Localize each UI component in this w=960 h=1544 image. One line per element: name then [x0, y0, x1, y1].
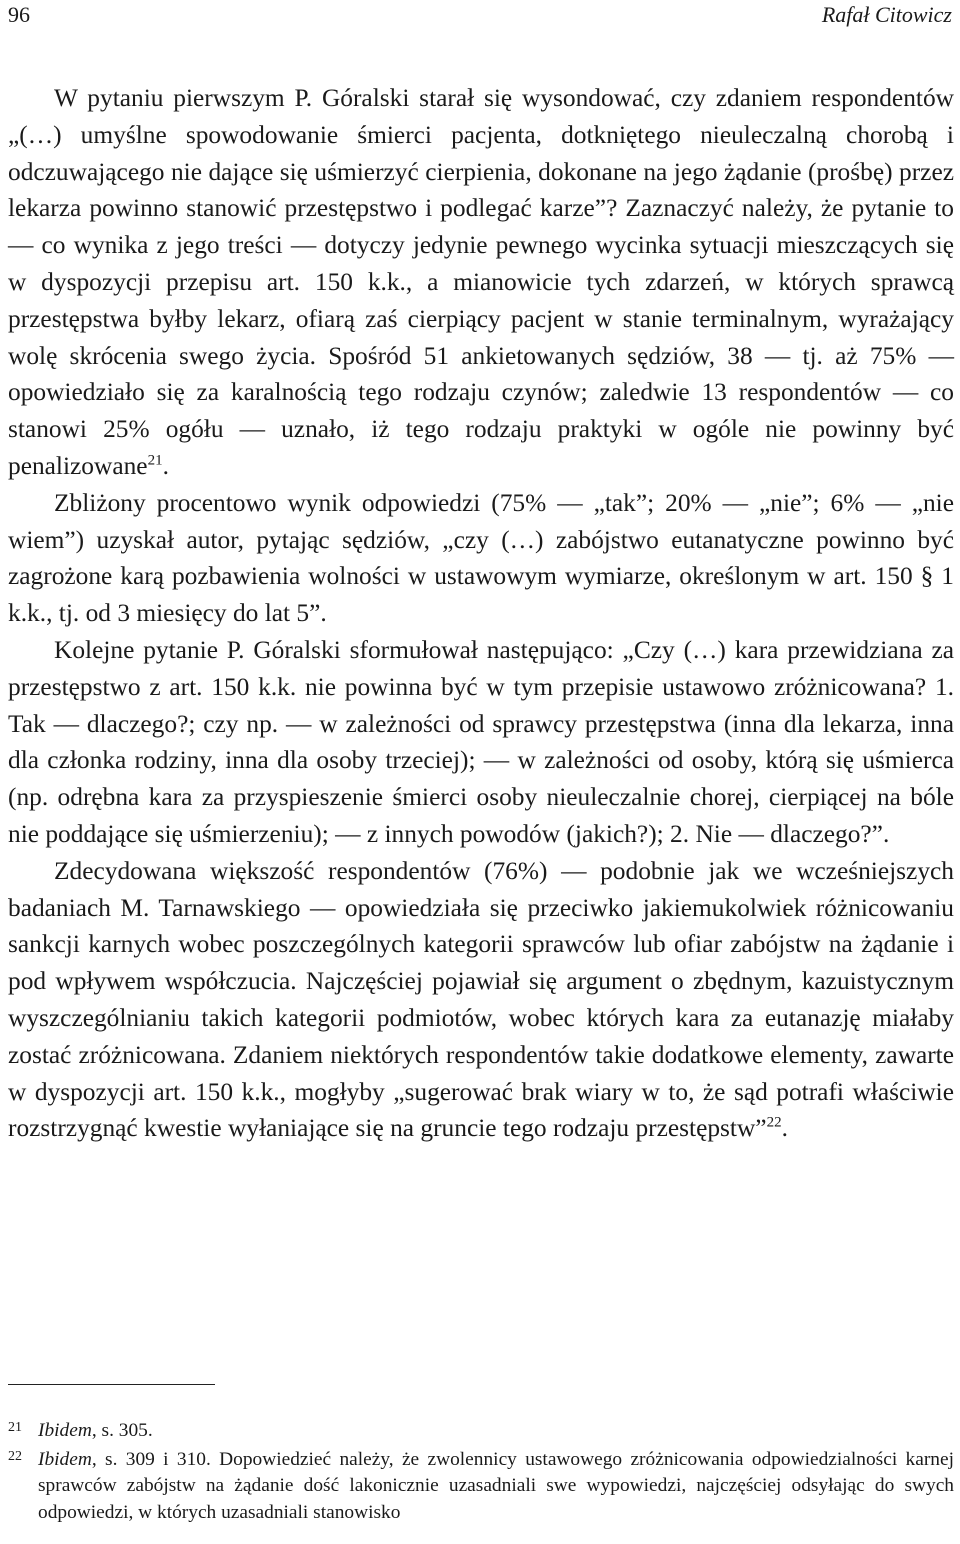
running-header	[8, 2, 952, 34]
paragraph	[8, 80, 954, 485]
paragraph	[8, 632, 954, 853]
paragraph-text: Zdecydowana większość respondentów (76%) — podobnie jak we wcześniejszych badaniach M. Tarnawskiego — opowiedziała się przeciwko jakiemukolwiek różnicowaniu sankcji karnych wobec poszczególnych kategorii sprawców lub ofiar zabójstw na żądanie i pod wpływem współczucia. Najczęściej pojawiał się argument o zbędnym, kazuistycznym wyszczególnianiu takich kategorii podmiotów, wobec których kara za eutanazję miałaby zostać zróżnicowana. Zdaniem niektórych respondentów takie dodatkowe elementy, zawarte w dyspozycji art. 150 k.k., mogłyby „sugerować brak wiary w to, że sąd potrafi właściwie rozstrzygnąć kwestie wyłaniające się na gruncie tego rodzaju przestępstw”	[8, 856, 954, 1143]
footnote-text: , s. 309 i 310. Dopowiedzieć należy, że zwolennicy ustawowego zróżnicowania odpowiedzialności karnej sprawców zabójstw na żądanie dość lakonicznie uzasadniali swe wypowiedzi, najczęściej odsyłając do swych odpowiedzi, w których uzasadniali stanowisko	[38, 1448, 954, 1523]
paragraph-text: Kolejne pytanie P. Góralski sformułował następująco: „Czy (…) kara przewidziana za przestępstwo z art. 150 k.k. nie powinna być w tym przepisie ustawowo zróżnicowana? 1. Tak — dlaczego?; czy np. — w zależności od sprawcy przestępstwa (inna dla lekarza, inna dla członka rodziny, inna dla osoby trzeciej); — w zależności od osoby, którą się uśmierca (np. odrębna kara za przyspieszenie śmierci osoby nieuleczalnie chorej, cierpiącej na bóle nie poddające się uśmierzeniu); — z innych powodów (jakich?); 2. Nie — dlaczego?”.	[8, 635, 954, 848]
main-text	[8, 80, 954, 1147]
footnote-ibidem: Ibidem	[38, 1420, 92, 1441]
footnotes	[8, 1418, 954, 1526]
footnote-reference[interactable]: 22	[766, 1114, 782, 1131]
footnote	[8, 1447, 954, 1527]
footnote-text: , s. 305.	[91, 1420, 153, 1441]
paragraph-text: W pytaniu pierwszym P. Góralski starał się wysondować, czy zdaniem respondentów „(…) umyślne spowodowanie śmierci pacjenta, dotkniętego nieuleczalną chorobą i odczuwającego nie dające się uśmierzyć cierpienia, dokonane na jego żądanie (prośbę) przez lekarza powinno stanowić przestępstwo i podlegać karze”? Zaznaczyć należy, że pytanie to — co wynika z jego treści — dotyczy jedynie pewnego wycinka sytuacji mieszczących się w dyspozycji przepisu art. 150 k.k., a mianowicie tych zdarzeń, w których sprawcą przestępstwa byłby lekarz, ofiarą zaś cierpiący pacjent w stanie terminalnym, wyrażający wolę skrócenia swego życia. Spośród 51 ankietowanych sędziów, 38 — tj. aż 75% — opowiedziało się za karalnością tego rodzaju czynów; zaledwie 13 respondentów — co stanowi 25% ogółu — uznało, iż tego rodzaju praktyki w ogóle nie powinny być penalizowane	[8, 84, 954, 480]
paragraph-end: .	[162, 451, 169, 480]
footnote-reference[interactable]: 21	[147, 452, 163, 469]
paragraph-text: Zbliżony procentowo wynik odpowiedzi (75% — „tak”; 20% — „nie”; 6% — „nie wiem”) uzyskał autor, pytając sędziów, „czy (…) zabójstwo eutanatyczne powinno być zagrożone karą pozbawienia wolności w ustawowym wymiarze, określonym w art. 150 § 1 k.k., tj. od 3 miesięcy do lat 5”.	[8, 488, 954, 628]
footnote-mark: 21	[8, 1420, 22, 1435]
running-head-author: Rafał Citowicz	[821, 2, 952, 27]
footnote	[8, 1418, 954, 1445]
paragraph-end: .	[781, 1114, 788, 1143]
footnote-separator	[8, 1384, 215, 1385]
footnote-mark: 22	[8, 1448, 22, 1464]
paragraph	[8, 485, 954, 632]
footnote-ibidem: Ibidem	[38, 1448, 92, 1470]
paragraph	[8, 853, 954, 1147]
page-number: 96	[8, 2, 30, 27]
